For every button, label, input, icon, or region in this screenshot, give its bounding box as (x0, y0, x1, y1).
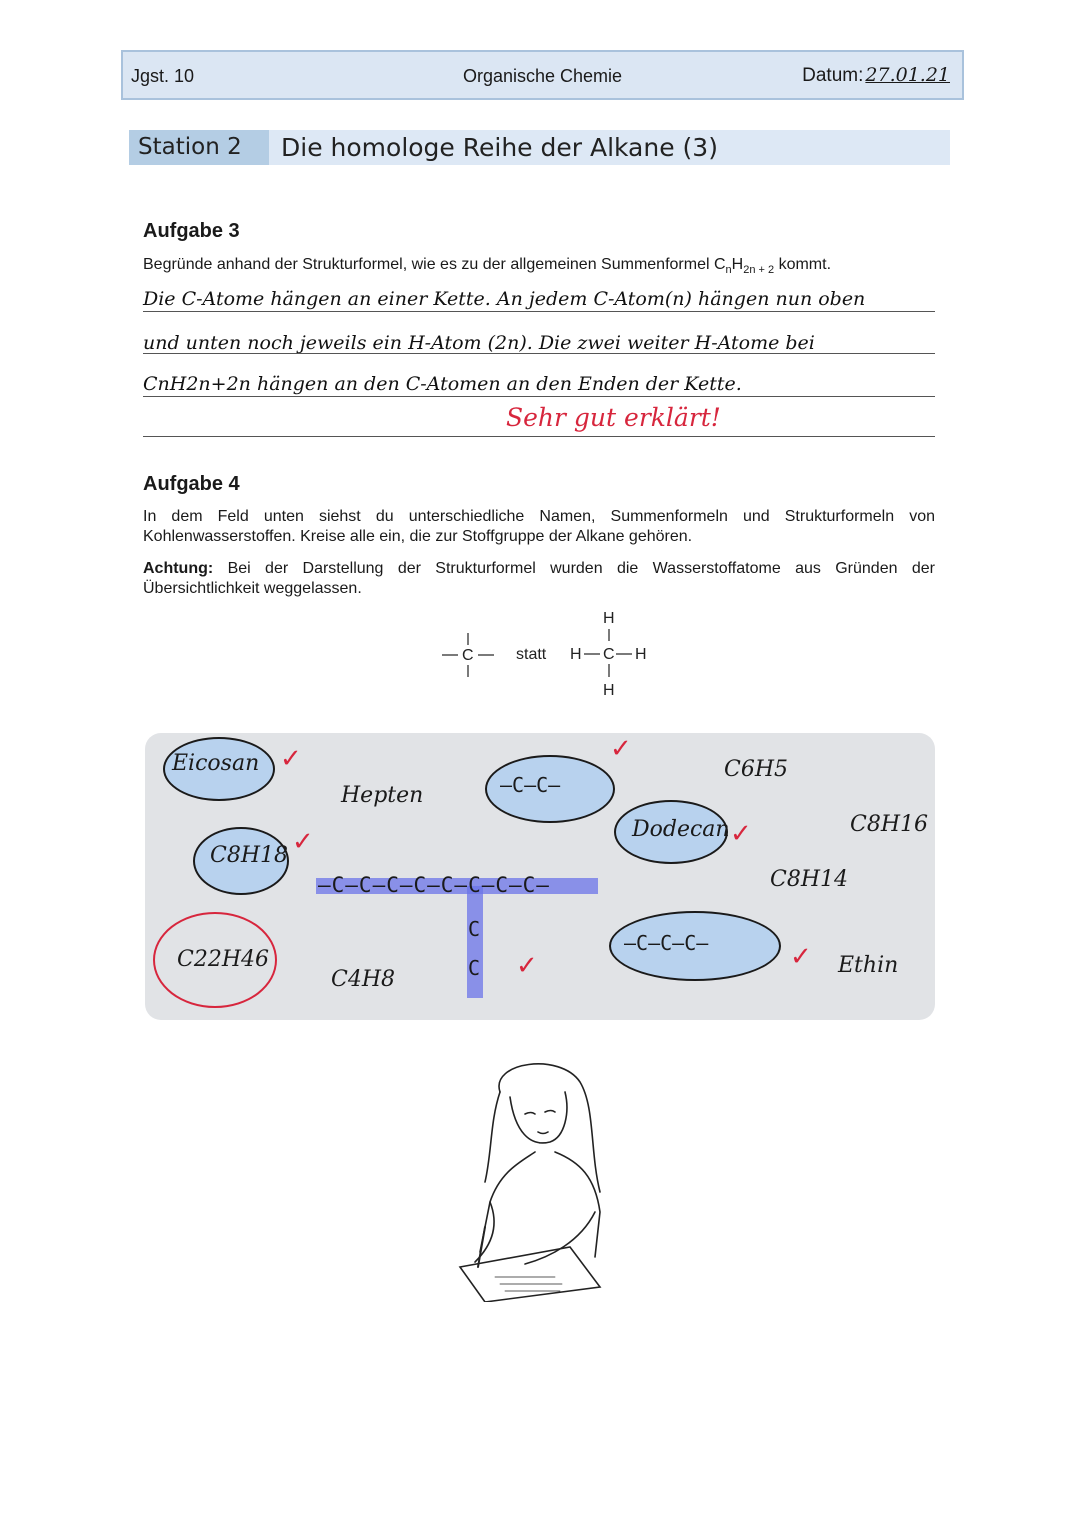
note-bold: Achtung: (143, 560, 214, 577)
item-long-chain: –C–C–C–C–C–C–C–C– (318, 873, 550, 897)
item-c8h18: C8H18 (210, 843, 289, 868)
task3-heading: Aufgabe 3 (143, 220, 240, 242)
grade-label: Jgst. 10 (131, 66, 195, 86)
task4-note (143, 559, 935, 599)
answer-line-3: CnH2n+2n hängen an den C-Atomen an den Enden der Kette. (143, 373, 742, 395)
station-label: Station 2 (129, 130, 269, 165)
item-dodecan: Dodecan (632, 817, 730, 842)
answer-rule-4 (143, 436, 935, 437)
document-header (121, 50, 964, 100)
answer-line-1: Die C-Atome hängen an einer Kette. An jedem C-Atom(n) hängen nun oben (143, 288, 866, 310)
answer-line-2: und unten noch jeweils ein H-Atom (2n). Die zwei weiter H-Atome bei (143, 332, 815, 354)
item-hepten: Hepten (341, 783, 424, 808)
writing-girl-illustration (430, 1052, 630, 1302)
item-ccc-chain: –C–C–C– (624, 931, 709, 955)
legend-h-bottom: H (603, 682, 615, 699)
item-c22h46: C22H46 (177, 947, 270, 972)
general-formula (713, 256, 775, 277)
check-ccc-chain: ✓ (790, 941, 812, 971)
check-c8h18: ✓ (292, 826, 314, 856)
station-banner (129, 130, 950, 165)
branched-chain-svg (310, 848, 610, 1008)
task4-intro: In dem Feld unten siehst du unterschiedliche Namen, Summenformeln und Strukturformeln von Kohlenwasserstoffen. Kreise alle ein, die zur Stoffgruppe der Alkane gehören. (143, 508, 935, 545)
task4-heading: Aufgabe 4 (143, 473, 240, 495)
check-dodecan: ✓ (730, 818, 752, 848)
task3-prompt-prefix: Begründe anhand der Strukturformel, wie es zu der allgemeinen Summenformel (143, 256, 710, 273)
formula-c: C (713, 256, 726, 273)
station-title: Die homologe Reihe der Alkane (3) (281, 133, 718, 162)
legend-h-right: H (635, 646, 647, 663)
item-branch-2: C (468, 956, 481, 980)
legend-svg (430, 605, 670, 705)
legend-h-top: H (603, 610, 615, 627)
structure-legend (430, 605, 670, 705)
item-c6h5: C6H5 (724, 757, 789, 782)
formula-n: n (725, 264, 732, 277)
date-value: 27.01.21 (865, 64, 950, 86)
item-c4h8: C4H8 (331, 967, 396, 992)
date-field (802, 64, 950, 87)
item-ethin: Ethin (838, 953, 899, 978)
answer-rule-1 (143, 311, 935, 312)
item-c8h16: C8H16 (850, 812, 929, 837)
item-cc-chain: –C–C– (500, 773, 561, 797)
note-text: Bei der Darstellung der Strukturformel wurden die Wasserstoffatome aus Gründen der Übersichtlichkeit weggelassen. (143, 560, 935, 597)
item-c8h14: C8H14 (770, 867, 849, 892)
task3-prompt-suffix: kommt. (778, 256, 832, 273)
task3-prompt (143, 255, 935, 280)
answer-rule-3 (143, 396, 935, 397)
legend-c-full: C (603, 646, 615, 663)
legend-c-short: C (462, 647, 474, 664)
formula-h: H (731, 256, 744, 273)
check-cc-chain: ✓ (610, 733, 632, 763)
formula-sub: 2n + 2 (743, 264, 775, 277)
legend-h-left: H (570, 646, 582, 663)
chain-highlight-vertical (467, 886, 483, 998)
item-eicosan: Eicosan (172, 751, 260, 776)
check-eicosan: ✓ (280, 743, 302, 773)
item-branch-1: C (468, 917, 481, 941)
legend-statt: statt (516, 646, 547, 663)
check-branched: ✓ (516, 950, 538, 980)
subject-title: Organische Chemie (462, 66, 623, 86)
date-label: Datum: (802, 65, 864, 86)
answer-rule-2 (143, 353, 935, 354)
teacher-comment: Sehr gut erklärt! (506, 403, 721, 432)
